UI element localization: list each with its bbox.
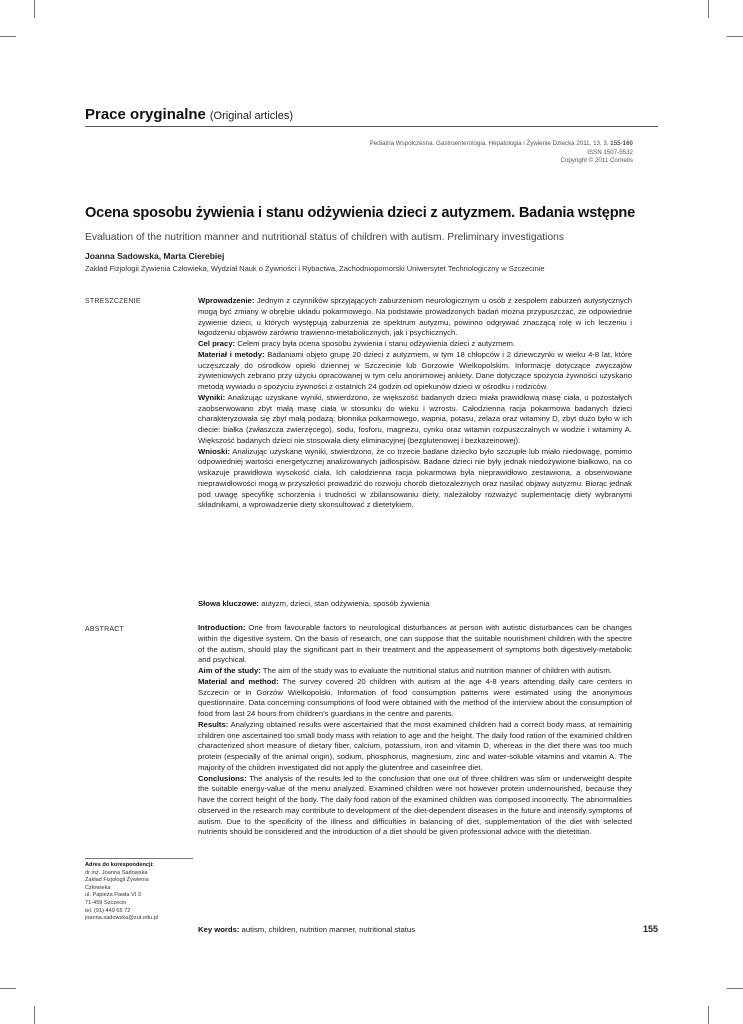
section-heading-paren: (Original articles) [209, 110, 294, 122]
journal-copyright: Copyright © 2011 Cornetis [560, 157, 633, 165]
paragraph-text: One from favourable factors to neurological disturbances at person with autistic disturbances can be changes within the digestive system. On the basis of research, one can suppose that the suitable nourishment children with the spectre of the autism, should play the significant part in their treatment and the appeasement of symptoms both digestively-metabolic and psychical. [198, 623, 632, 665]
paragraph-head: Aim of the study: [198, 666, 261, 675]
journal-pages: 155-160 [610, 140, 633, 147]
abstract-paragraph [198, 666, 632, 677]
correspondence-line: dr inż. Joanna Sadowska [85, 869, 148, 876]
article-title: Ocena sposobu żywienia i stanu odżywienia dzieci z autyzmem. Badania wstępne [85, 205, 636, 221]
journal-issn: ISSN 1507-5532 [587, 148, 633, 156]
correspondence-line: tel. (91) 449 65 72 [85, 907, 131, 914]
section-heading-bold: Prace oryginalne [85, 106, 206, 123]
paragraph-text: The survey covered 20 children with autism at the age 4-8 years attending daily care centers in Szczecin or in Gorzów Wielkopolski. Information of food consumption patterns were estimated using the anonymous questionnaire. Data concerning consumptions of food were obtained with the method of the interview about the consumption of food from last 24 hours from children's guardians in the centre and parents. [198, 676, 632, 718]
paragraph-text: Celem pracy była ocena sposobu żywienia i stanu odżywienia dzieci z autyzmem. [235, 339, 516, 348]
paragraph-text: Badaniami objęto grupę 20 dzieci z autyzmem, w tym 18 chłopców i 2 dziewczynki w wieku 4-8 lat, które uczęszczały do ośrodków opieki dziennej w Szczecinie lub Gorzowie Wielkopolskim. Informacje dotyczące zwyczajów żywieniowych zebrano przy użyciu opracowanej w tym celu anonimowej ankiety. Dane dotyczące spożycia żywności uzyskano metodą wywiadu o spożyciu żywności z ostatnich 24 godzin od opiekunów dzieci w ośrodku i rodziców. [198, 349, 632, 391]
paragraph-head: Wprowadzenie: [198, 296, 255, 305]
streszczenie-paragraph [198, 393, 632, 447]
correspondence-line: ul. Papieża Pawła VI 3 [85, 892, 141, 899]
abstract-paragraph [198, 623, 632, 666]
paragraph-head: Wnioski: [198, 446, 231, 456]
heading-rule [85, 126, 658, 127]
keywords-head: Słowa kluczowe: [198, 599, 260, 608]
paragraph-text: Analizując uzyskane wyniki, stwierdzono, że co trzecie badane dziecko było szczupłe lub miało niedowagę, pomimo odpowiedniej wartości energetycznej analizowanych jadłospisów. Badane dzieci nie były jednak niedożywione białkowo, na co wskazuje prawidłowa wysokość ciała. Ich całodzienna racja pokarmowa była nieprawidłowo zestawiona, a obserwowane nieprawidłowości mogą w przyszłości prowadzić do rozwoju chorób dietozależnych oraz nasilać objawy autyzmu. Biorąc jednak pod uwagę specyfikę schorzenia i trudności w zbilansowaniu diety, należałoby rozważyć suplementację diety wybranymi składnikami, a wprowadzenie diety skonsultować z dietetykiem. [198, 446, 632, 510]
paragraph-head: Results: [198, 719, 229, 729]
keywords-text: autyzm, dzieci, stan odżywienia, sposób żywienia [259, 599, 430, 608]
abstract-paragraph [198, 774, 632, 839]
paragraph-text: Analyzing obtained results were ascertained that the most examined children had a correct body mass, at remaining children one ascertained too small body mass with relation to age and the height. The daily food ration of the examined children characterized short measure of dietary fiber, calcium, potassium, iron and vitamin D, whereas in the diet there was too much protein (especially of the animal origin), sodium, phosphorus, magnesium, zinc and water-soluble vitamins and vitamin A. The majority of the children investigated did not apply the glutenfree and caseinfree diet. [198, 719, 632, 772]
paragraph-head: Introduction: [198, 623, 246, 632]
abstract-label: ABSTRACT [85, 626, 124, 633]
streszczenie-paragraph [198, 447, 632, 512]
article-authors: Joanna Sadowska, Marta Cierebiej [85, 251, 225, 261]
paragraph-text: The aim of the study was to evaluate the nutritional status and nutrition manner of children with autism. [260, 666, 612, 675]
paragraph-text: Jednym z czynników sprzyjających zaburzeniom neurologicznym u osób z zespołem zaburzeń autystycznych mogą być zmiany w obrębie układu pokarmowego. Na podstawie prowadzonych badań można przypuszczać, że odpowiednie żywienie dzieci, u których występują zaburzenia ze spektrum autyzmu, powinno odgrywać znaczącą rolę w ich leczeniu i łagodzeniu objawów zarówno trawienno-metabolicznych, jak i psychicznych. [198, 296, 632, 338]
page-number: 155 [642, 924, 658, 934]
keywords-text: autism, children, nutrition manner, nutritional status [239, 925, 416, 934]
correspondence-line: 71-459 Szczecin [85, 899, 127, 906]
article-subtitle: Evaluation of the nutrition manner and nutritional status of children with autism. Preliminary investigations [85, 232, 565, 243]
streszczenie-label: STRESZCZENIE [85, 298, 141, 305]
abstract-paragraph [198, 720, 632, 774]
streszczenie-paragraph [198, 339, 632, 350]
paragraph-text: The analysis of the results led to the conclusion that one out of three children was slim or underweight despite the suitable energy-value of the menu analyzed. Examined children were not however protein undernourished, because they have the correct height of the body. The daily food ration of the examined children was composed incorrectly. The abnormalities observed in the research may contribute to development of the diet-dependent diseases in the future and intensify symptoms of autism. Due to the specificity of the illness and difficulties in balancing of diet, supplementation of the diet with selected nutrients should be considered and the introduction of a diet should be given professional advice with the dietetitian. [198, 773, 632, 837]
streszczenie-paragraph [198, 350, 632, 393]
abstract-body [198, 623, 632, 838]
paragraph-head: Cel pracy: [198, 339, 236, 348]
correspondence-line: Zakład Fizjologii Żywienia [85, 877, 149, 884]
section-heading [85, 106, 293, 123]
abstract-keywords [198, 925, 618, 934]
streszczenie-paragraph [198, 296, 632, 339]
article-affiliation: Zakład Fizjologii Żywienia Człowieka, Wydział Nauk o Żywności i Rybactwa, Zachodniopomorski Uniwersytet Technologiczny w Szczecinie [85, 264, 545, 273]
streszczenie-keywords [198, 599, 658, 608]
correspondence-address [85, 858, 193, 923]
correspondence-line: Człowieka [85, 884, 111, 891]
paragraph-head: Materiał i metody: [198, 349, 265, 359]
journal-citation: Pediatria Współczesna. Gastroenterologia, Hepatologia i Żywienie Dziecka 2011, 13, 3, [369, 140, 609, 147]
paragraph-head: Wyniki: [198, 392, 226, 402]
paragraph-head: Conclusions: [198, 773, 247, 783]
paragraph-head: Material and method: [198, 676, 279, 686]
journal-info [370, 140, 633, 166]
abstract-paragraph [198, 677, 632, 720]
keywords-head: Key words: [198, 925, 240, 934]
streszczenie-body [198, 296, 632, 511]
correspondence-head: Adres do korespondencji: [85, 862, 155, 868]
paragraph-text: Analizując uzyskane wyniki, stwierdzono, że większość badanych dzieci miała prawidłową masę ciała, u pozostałych zaobserwowano zbyt małą masę ciała w stosunku do wieku i wzrostu. Całodzienna racja pokarmowa badanych dzieci charakteryzowała się zbyt małą podażą: błonnika pokarmowego, wapnia, potasu, żelaza oraz witaminy D, zbyt dużo było w ich diecie: białka (zwłaszcza zwierzęcego), sodu, fosforu, magnezu, cynku oraz witamin rozpuszczalnych w wodzie i witaminy A. Większość badanych dzieci nie stosowała diety eliminacyjnej (bezglutenowej i bezkazeinowej). [198, 392, 632, 445]
correspondence-email[interactable]: joanna.sadowska@zut.edu.pl [85, 915, 159, 922]
